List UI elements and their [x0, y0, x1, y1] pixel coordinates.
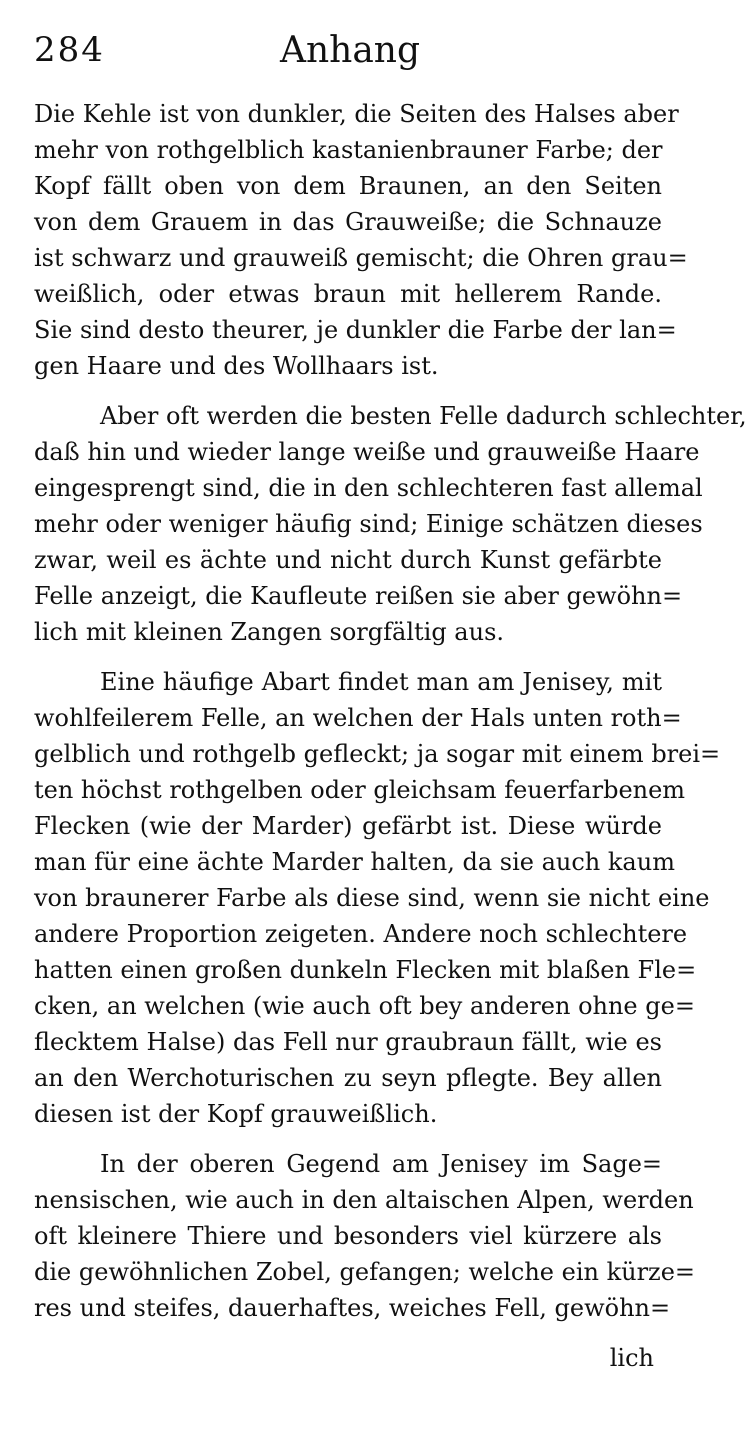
text-line: von dem Grauem in das Grauweiße; die Schnauze — [34, 208, 662, 236]
text-line: In der oberen Gegend am Jenisey im Sage= — [100, 1150, 662, 1178]
text-line: Flecken (wie der Marder) gefärbt ist. Diese würde — [34, 812, 662, 840]
text-line: daß hin und wieder lange weiße und grauweiße Haare — [34, 438, 700, 466]
text-line: Aber oft werden die besten Felle dadurch schlechter, — [100, 402, 747, 430]
text-line: ist schwarz und grauweiß gemischt; die Ohren grau= — [34, 244, 688, 272]
text-line: lich mit kleinen Zangen sorgfältig aus. — [34, 618, 505, 646]
text-line: man für eine ächte Marder halten, da sie auch kaum — [34, 848, 675, 876]
paragraph — [34, 96, 688, 384]
text-line: Eine häufige Abart findet man am Jenisey, mit — [100, 668, 662, 696]
page-header — [34, 26, 666, 74]
text-line: mehr von rothgelblich kastanienbrauner Farbe; der — [34, 136, 663, 164]
text-line: gelblich und rothgelb gefleckt; ja sogar mit einem brei= — [34, 740, 721, 768]
text-line: Felle anzeigt, die Kaufleute reißen sie aber gewöhn= — [34, 582, 683, 610]
catchword: lich — [609, 1344, 654, 1372]
text-line: an den Werchoturischen zu seyn pflegte. Bey allen — [34, 1064, 662, 1092]
paragraph — [34, 398, 747, 650]
text-line: weißlich, oder etwas braun mit hellerem Rande. — [34, 280, 662, 308]
text-line: wohlfeilerem Felle, an welchen der Hals unten roth= — [34, 704, 682, 732]
text-line: nensischen, wie auch in den altaischen Alpen, werden — [34, 1186, 694, 1214]
paragraph — [34, 664, 721, 1132]
page-number: 284 — [34, 30, 105, 70]
text-line: ten höchst rothgelben oder gleichsam feuerfarbenem — [34, 776, 686, 804]
text-line: von braunerer Farbe als diese sind, wenn sie nicht eine — [34, 884, 710, 912]
text-line: Kopf fällt oben von dem Braunen, an den Seiten — [34, 172, 662, 200]
text-line: oft kleinere Thiere und besonders viel kürzere als — [34, 1222, 662, 1250]
text-line: Die Kehle ist von dunkler, die Seiten des Halses aber — [34, 100, 679, 128]
paragraph — [34, 1146, 696, 1326]
text-line: hatten einen großen dunkeln Flecken mit blaßen Fle= — [34, 956, 697, 984]
running-head: Anhang — [279, 30, 421, 71]
text-line: die gewöhnlichen Zobel, gefangen; welche ein kürze= — [34, 1258, 696, 1286]
text-line: mehr oder weniger häufig sind; Einige schätzen dieses — [34, 510, 703, 538]
text-line: andere Proportion zeigeten. Andere noch schlechtere — [34, 920, 688, 948]
text-line: eingesprengt sind, die in den schlechteren fast allemal — [34, 474, 703, 502]
text-line: diesen ist der Kopf grauweißlich. — [34, 1100, 438, 1128]
text-line: res und steifes, dauerhaftes, weiches Fell, gewöhn= — [34, 1294, 671, 1322]
text-line: Sie sind desto theurer, je dunkler die Farbe der lan= — [34, 316, 677, 344]
text-line: flecktem Halse) das Fell nur graubraun fällt, wie es — [34, 1028, 662, 1056]
text-line: cken, an welchen (wie auch oft bey anderen ohne ge= — [34, 992, 695, 1020]
catchword-row — [34, 1340, 662, 1376]
text-line: zwar, weil es ächte und nicht durch Kunst gefärbte — [34, 546, 662, 574]
text-body — [34, 96, 747, 1376]
text-line: gen Haare und des Wollhaars ist. — [34, 352, 439, 380]
